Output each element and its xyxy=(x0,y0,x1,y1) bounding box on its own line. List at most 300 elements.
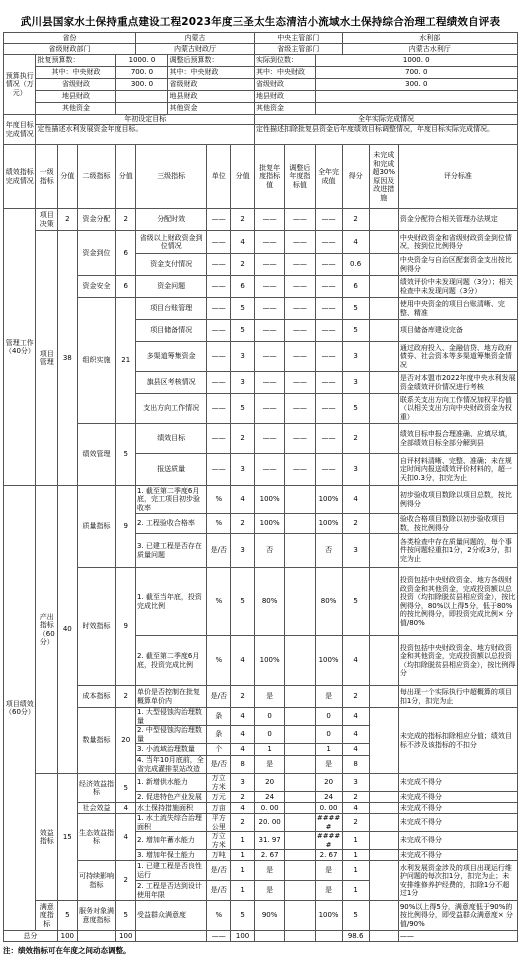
adjusted-provincial-label: 省级财政 xyxy=(168,79,255,91)
lvl3-cell: 2. 增加年蓄水能力 xyxy=(136,832,207,850)
lvl3-score: 4 xyxy=(231,708,255,726)
criteria-cell: 项目储备库建设完备 xyxy=(398,320,517,342)
lvl2-cell: 成本指标 xyxy=(77,686,116,708)
lvl2-cell: 经济效益指标 xyxy=(77,774,116,803)
criteria-cell: 资金分配符合相关管理办法规定 xyxy=(398,209,517,231)
annual-target: 1 xyxy=(254,744,284,756)
criteria-cell: 中央资金与自治区配套资金支出按比例得分 xyxy=(398,254,517,276)
got-score: 3 xyxy=(342,454,369,486)
annual-target: —— xyxy=(254,209,284,231)
reason-cell xyxy=(369,814,398,832)
actual-provincial-value: 300. 0 xyxy=(315,79,517,91)
criteria-cell: 投资包括中央财政资金、地方财政资金和其他资金，完成投资额以总投资（均扣除脱贫县相应资金），按比例得分 xyxy=(398,636,517,686)
lvl2-cell: 社会效益 xyxy=(77,803,116,814)
page-title: 武川县国家水土保持重点建设工程2023年度三圣太生态清洁小流域水土保持综合治理工程绩效自评表 xyxy=(20,16,501,28)
lvl3-score: 2 xyxy=(231,209,255,231)
actual-goal-label: 全年实际完成情况 xyxy=(254,115,517,125)
got-score: 2 xyxy=(342,686,369,708)
lvl3-cell: 1. 已建工程是否良性运行 xyxy=(136,861,207,881)
lvl3-score: 2 xyxy=(231,686,255,708)
reason-cell xyxy=(369,486,398,514)
budget-section-label: 预算执行情况（万元） xyxy=(4,55,36,115)
criteria-cell: 未完成不得分 xyxy=(398,774,517,792)
got-score: 4 xyxy=(342,744,369,756)
lvl3-score: 5 xyxy=(231,901,255,931)
lvl3-cell: 2. 截至第二季度6月底，投资完成比例 xyxy=(136,636,207,686)
lvl3-cell: 单价是否控制在批复概算单价内 xyxy=(136,686,207,708)
lvl1-score: 38 xyxy=(58,231,77,486)
lvl3-cell: 1. 截至第二季度6月底，完工项目初步验收率 xyxy=(136,486,207,514)
actual-goal-text: 定性描述扣除批复县资金后年度绩效目标调整情况，年度目标实际完成情况。 xyxy=(254,125,517,145)
annual-target: —— xyxy=(254,454,284,486)
got-score: 3 xyxy=(342,774,369,792)
lvl3-cell: 旗县区考核情况 xyxy=(136,372,207,394)
province-value: 内蒙古 xyxy=(136,33,255,44)
reason-cell xyxy=(369,861,398,901)
col-lvl2: 二级指标 xyxy=(77,145,116,209)
adjusted-target: —— xyxy=(285,298,315,320)
total-unit: —— xyxy=(207,931,231,942)
reason-cell xyxy=(369,708,398,774)
annual-target: 2. 67 xyxy=(254,850,284,861)
annual-target: 20 xyxy=(254,774,284,792)
lvl1-cell: 效益指标 xyxy=(36,774,58,901)
reason-cell xyxy=(369,901,398,931)
central-finance-label: 其中：中央财政 xyxy=(36,67,116,79)
criteria-cell: 未完成不得分 xyxy=(398,814,517,832)
completed-value: 0 xyxy=(315,708,342,726)
criteria-cell: 联系关支出方向工作情况加权平均值（以相关支出方向中央财政资金为权重） xyxy=(398,394,517,424)
completed-value: 2. 67 xyxy=(315,850,342,861)
annual-target: 80% xyxy=(254,568,284,636)
adjusted-target: —— xyxy=(285,394,315,424)
unit-cell: % xyxy=(207,636,231,686)
lvl3-cell: 2. 促进特色产业发展 xyxy=(136,792,207,803)
lvl2-cell: 时效指标 xyxy=(77,568,116,686)
completed-value: —— xyxy=(315,276,342,298)
adjusted-target xyxy=(285,514,315,534)
lvl3-cell: 资金问题 xyxy=(136,276,207,298)
criteria-cell: 90%以上得5分，满意度低于90%的按比例得分，即受益群众满意度× 分值/90% xyxy=(398,901,517,931)
adjusted-target xyxy=(285,534,315,568)
criteria-cell: 中央财政资金和省级财政资金到位情况，按到位比例得分 xyxy=(398,231,517,254)
adjusted-other-label: 其他资金 xyxy=(168,103,255,115)
adjusted-target xyxy=(285,726,315,744)
total-score3: 100 xyxy=(231,931,255,942)
col-score1: 分值 xyxy=(58,145,77,209)
lvl3-cell: 水土保持措施面积 xyxy=(136,803,207,814)
lvl2-cell: 绩效管理 xyxy=(77,424,116,486)
reason-cell xyxy=(369,534,398,568)
completed-value: —— xyxy=(315,424,342,454)
footnote: 注：绩效指标可在年度之间动态调整。 xyxy=(3,946,131,955)
got-score: 1 xyxy=(342,881,369,901)
completed-value: 100% xyxy=(315,514,342,534)
lvl2-cell: 资金到位 xyxy=(77,231,116,276)
lvl3-score: 8 xyxy=(231,756,255,774)
lvl3-cell: 2. 工程是否达到设计使用年限 xyxy=(136,881,207,901)
annual-target: 24 xyxy=(254,792,284,803)
unit-cell: 万立方米 xyxy=(207,832,231,850)
province-label: 省份 xyxy=(4,33,136,44)
lvl3-cell: 报送质量 xyxy=(136,454,207,486)
adjusted-target: —— xyxy=(285,209,315,231)
unit-cell: 万立方米 xyxy=(207,774,231,792)
lvl1-cell: 产出指标（60分） xyxy=(36,486,58,774)
lvl3-score: 4 xyxy=(231,486,255,514)
lvl3-score: 3 xyxy=(231,534,255,568)
lvl3-score: 4 xyxy=(231,636,255,686)
got-score: 5 xyxy=(342,568,369,636)
col-reason: 未完成和完成超30%原因及改进措施 xyxy=(369,145,398,209)
unit-cell: —— xyxy=(207,394,231,424)
unit-cell: —— xyxy=(207,231,231,254)
lvl3-score: 2 xyxy=(231,792,255,803)
reason-cell xyxy=(369,394,398,424)
annual-target: 否 xyxy=(254,534,284,568)
lvl2-cell: 数量指标 xyxy=(77,708,116,774)
annual-target: 0. 00 xyxy=(254,803,284,814)
lvl3-score: 5 xyxy=(231,568,255,636)
planned-goal-label: 年初设定目标 xyxy=(36,115,255,125)
central-finance-value: 700. 0 xyxy=(116,67,168,79)
criteria-cell: 各类检查中存在质量问题的，每个事件按问题轻重扣1分，2分或3分，扣完为止 xyxy=(398,534,517,568)
completed-value: —— xyxy=(315,454,342,486)
criteria-cell: 水利发展资金涉及的项目出现运行维护问题的每次扣1分，扣完为止；未安排维修养护经费的，扣除1分不超过1分 xyxy=(398,861,517,901)
actual-local-label: 地县财政 xyxy=(254,91,315,103)
provincial-finance-label: 省级财政 xyxy=(36,79,116,91)
unit-cell: —— xyxy=(207,454,231,486)
got-score: 0.6 xyxy=(342,254,369,276)
lvl3-score: 4 xyxy=(231,803,255,814)
got-score: 6 xyxy=(342,276,369,298)
adjusted-target xyxy=(285,881,315,901)
reason-cell xyxy=(369,636,398,686)
annual-target: —— xyxy=(254,424,284,454)
reason-cell xyxy=(369,276,398,298)
group-management: 管理工作（40分） xyxy=(4,209,36,486)
unit-cell: 个 xyxy=(207,744,231,756)
lvl3-cell: 1. 截至当年底，投资完成比例 xyxy=(136,568,207,636)
completed-value: 0 xyxy=(315,726,342,744)
completed-value: 100% xyxy=(315,636,342,686)
lvl3-cell: 2. 工程验收合格率 xyxy=(136,514,207,534)
lvl3-cell: 资金支付情况 xyxy=(136,254,207,276)
criteria-cell: 每出现一个实际执行中超概算的项目扣1分，扣完为止 xyxy=(398,686,517,708)
fin-dept-label: 省级财政部门 xyxy=(4,44,136,55)
completed-value: —— xyxy=(315,320,342,342)
unit-cell: 是/否 xyxy=(207,881,231,901)
reason-cell xyxy=(369,454,398,486)
completed-value: 0. 00 xyxy=(315,803,342,814)
lvl3-score: 1 xyxy=(231,861,255,881)
lvl1-score: 15 xyxy=(58,774,77,901)
lvl2-score: 4 xyxy=(116,814,136,861)
col-score2: 分值 xyxy=(116,145,136,209)
col-unit: 单位 xyxy=(207,145,231,209)
completed-value: ##### xyxy=(316,832,341,849)
lvl3-cell: 3. 增加年保土能力 xyxy=(136,850,207,861)
adjusted-target xyxy=(285,568,315,636)
evaluation-table xyxy=(3,32,518,942)
completed-value: 24 xyxy=(315,792,342,803)
adjusted-target xyxy=(285,636,315,686)
lvl2-score: 9 xyxy=(116,568,136,686)
lvl3-cell: 分配时效 xyxy=(136,209,207,231)
got-score: 2 xyxy=(342,814,369,832)
unit-cell: —— xyxy=(207,372,231,394)
lvl3-score: 3 xyxy=(231,454,255,486)
completed-value: —— xyxy=(315,231,342,254)
lvl3-score: 4 xyxy=(231,231,255,254)
criteria-cell: 未完成不得分 xyxy=(398,832,517,850)
got-score: 8 xyxy=(342,756,369,774)
reason-cell xyxy=(369,372,398,394)
annual-target: 0 xyxy=(254,708,284,726)
unit-cell: % xyxy=(207,514,231,534)
lvl3-cell: 1. 水土流失综合治理面积 xyxy=(136,814,207,832)
lvl1-cell: 项目管理 xyxy=(36,231,58,486)
completed-value: 是 xyxy=(315,861,342,881)
lvl3-score: 6 xyxy=(231,276,255,298)
got-score: 2 xyxy=(342,514,369,534)
reason-cell xyxy=(369,568,398,636)
criteria-cell: 绩效目标申报合理准确、应填尽填，全部绩效目标全部分解到县 xyxy=(398,424,517,454)
reason-cell xyxy=(369,231,398,254)
reason-cell xyxy=(369,850,398,861)
adjusted-central-label: 其中：中央财政 xyxy=(168,67,255,79)
lvl3-cell: 4. 当年10月底前，全省完成灌排泵站改造 xyxy=(136,756,207,774)
lvl2-score: 6 xyxy=(116,276,136,298)
reason-cell xyxy=(369,254,398,276)
lvl1-cell: 满意度指标 xyxy=(36,901,58,931)
lvl3-score: 1 xyxy=(231,850,255,861)
completed-value: —— xyxy=(315,394,342,424)
lvl3-score: 2 xyxy=(231,254,255,276)
actual-provincial-label: 省级财政 xyxy=(254,79,315,91)
unit-cell: —— xyxy=(207,209,231,231)
lvl2-score: 5 xyxy=(116,774,136,803)
col-lvl3: 三级指标 xyxy=(136,145,207,209)
reason-cell xyxy=(369,298,398,320)
criteria-cell: 未完成不得分 xyxy=(398,850,517,861)
completed-value: 否 xyxy=(315,534,342,568)
col-completed: 全年完成值 xyxy=(315,145,342,209)
unit-cell: —— xyxy=(207,320,231,342)
adjusted-target xyxy=(285,486,315,514)
goal-section-label: 年度目标完成情况 xyxy=(4,115,36,145)
completed-value: 80% xyxy=(315,568,342,636)
total-score2: 100 xyxy=(116,931,136,942)
col-adjusted-target: 调整后年度指标值 xyxy=(285,145,315,209)
lvl3-cell: 省级以上财政资金到位情况 xyxy=(136,231,207,254)
got-score: 4 xyxy=(342,636,369,686)
unit-cell: 万元 xyxy=(207,792,231,803)
got-score: 1 xyxy=(342,861,369,881)
central-dept-label: 中央主管部门 xyxy=(254,33,342,44)
adjusted-target xyxy=(285,814,315,832)
reason-cell xyxy=(369,514,398,534)
adjusted-target xyxy=(285,803,315,814)
got-score: 2 xyxy=(342,792,369,803)
unit-cell: % xyxy=(207,486,231,514)
adjusted-local-label: 地县财政 xyxy=(168,91,255,103)
annual-target: —— xyxy=(254,254,284,276)
got-score: 5 xyxy=(342,901,369,931)
adjusted-target: —— xyxy=(285,454,315,486)
unit-cell: 平方公里 xyxy=(207,814,231,832)
adjusted-target: —— xyxy=(285,424,315,454)
unit-cell: 是/否 xyxy=(207,861,231,881)
lvl2-cell: 资金分配 xyxy=(77,209,116,231)
lvl3-score: 2 xyxy=(231,514,255,534)
other-funds-label: 其他资金 xyxy=(36,103,116,115)
adjusted-target xyxy=(285,686,315,708)
lvl2-score: 2 xyxy=(116,861,136,901)
annual-target: —— xyxy=(254,372,284,394)
lvl2-score: 4 xyxy=(116,803,136,814)
lvl3-score: 3 xyxy=(231,342,255,372)
total-got: 98.6 xyxy=(342,931,369,942)
criteria-cell: 通过政府投入、金融信贷、地方政府债券、社会资本等多渠道筹集资金情况 xyxy=(398,342,517,372)
lvl3-score: 5 xyxy=(231,394,255,424)
criteria-cell: 是否对本盟市2022年度中央水利发展资金绩效评价情况进行考核 xyxy=(398,372,517,394)
lvl2-cell: 资金安全 xyxy=(77,276,116,298)
actual-central-value: 700. 0 xyxy=(315,67,517,79)
annual-target: 31. 97 xyxy=(254,832,284,850)
col-got: 得分 xyxy=(342,145,369,209)
got-score: 2 xyxy=(342,209,369,231)
annual-target: 100% xyxy=(254,636,284,686)
lvl2-score: 9 xyxy=(116,486,136,568)
lvl2-cell: 生态效益指标 xyxy=(77,814,116,861)
lvl3-cell: 受益群众满意度 xyxy=(136,901,207,931)
criteria-cell: 自评材料清晰、完整、准确；未在规定时间内报送绩效评价材料的，超一天扣0.3分，扣完为止 xyxy=(398,454,517,486)
adjusted-target: —— xyxy=(285,372,315,394)
annual-target: 是 xyxy=(254,756,284,774)
unit-cell: 条 xyxy=(207,726,231,744)
lvl2-score: 5 xyxy=(116,901,136,931)
completed-value: 100% xyxy=(315,901,342,931)
completed-value: —— xyxy=(315,298,342,320)
lvl1-score: 2 xyxy=(58,209,77,231)
lvl3-cell: 3. 已建工程是否存在质量问题 xyxy=(136,534,207,568)
unit-cell: —— xyxy=(207,424,231,454)
lvl3-score: 1 xyxy=(231,832,255,850)
group-performance: 项目绩效（60分） xyxy=(4,486,36,931)
lvl3-cell: 支出方向工作情况 xyxy=(136,394,207,424)
got-score: 2 xyxy=(342,424,369,454)
lvl2-cell: 组织实施 xyxy=(77,298,116,424)
lvl1-cell: 项目决策 xyxy=(36,209,58,231)
reason-cell xyxy=(369,832,398,850)
lvl2-cell: 可持续影响指标 xyxy=(77,861,116,901)
criteria-cell: 初步验收项目数除以项目总数，按比例得分 xyxy=(398,486,517,514)
col-criteria: 评分标准 xyxy=(398,145,517,209)
unit-cell: 条 xyxy=(207,708,231,726)
got-score: 5 xyxy=(342,394,369,424)
lvl3-cell: 绩效目标 xyxy=(136,424,207,454)
completed-value: —— xyxy=(315,209,342,231)
criteria-cell: 未完成不得分 xyxy=(398,803,517,814)
criteria-cell: 未完成不得分 xyxy=(398,792,517,803)
actual-other-label: 其他资金 xyxy=(254,103,315,115)
approved-budget-value: 1000. 0 xyxy=(116,55,168,67)
unit-cell: % xyxy=(207,568,231,636)
unit-cell: 是/否 xyxy=(207,756,231,774)
lvl3-cell: 项目储备情况 xyxy=(136,320,207,342)
got-score: 3 xyxy=(342,372,369,394)
total-criteria: —— xyxy=(398,931,517,942)
criteria-cell: 使用中央资金的项目台账清晰、完整、精准 xyxy=(398,298,517,320)
lvl2-cell: 服务对象满意度指标 xyxy=(77,901,116,931)
adjusted-target xyxy=(285,756,315,774)
got-score: 4 xyxy=(342,708,369,726)
unit-cell: —— xyxy=(207,298,231,320)
unit-cell: 万亩 xyxy=(207,803,231,814)
annual-target: 0 xyxy=(254,726,284,744)
lvl2-score: 6 xyxy=(116,231,136,276)
adjusted-target xyxy=(285,850,315,861)
annual-target: —— xyxy=(254,342,284,372)
fin-dept-value: 内蒙古财政厅 xyxy=(136,44,255,55)
water-dept-label: 省级主管部门 xyxy=(254,44,342,55)
got-score: 5 xyxy=(342,298,369,320)
local-finance-label: 地县财政 xyxy=(36,91,116,103)
annual-target: —— xyxy=(254,231,284,254)
col-lvl1: 一级指标 xyxy=(36,145,58,209)
lvl2-cell: 质量指标 xyxy=(77,486,116,568)
completed-value: 是 xyxy=(315,756,342,774)
adjusted-budget-label: 调整后预算数： xyxy=(168,55,255,67)
got-score: 4 xyxy=(342,486,369,514)
got-score: 5 xyxy=(342,320,369,342)
unit-cell: —— xyxy=(207,342,231,372)
completed-value: ##### xyxy=(316,814,341,831)
lvl3-cell: 项目台账管理 xyxy=(136,298,207,320)
lvl3-score: 4 xyxy=(231,744,255,756)
lvl3-cell: 1. 大型侵蚀沟治理数量 xyxy=(136,708,207,726)
water-dept-value: 内蒙古水利厅 xyxy=(342,44,517,55)
provincial-finance-value: 300. 0 xyxy=(116,79,168,91)
annual-target: —— xyxy=(254,276,284,298)
lvl3-score: 5 xyxy=(231,320,255,342)
got-score: 4 xyxy=(342,231,369,254)
lvl2-score: 5 xyxy=(116,424,136,486)
adjusted-target xyxy=(285,792,315,803)
reason-cell xyxy=(369,320,398,342)
got-score: 4 xyxy=(342,726,369,744)
unit-cell: —— xyxy=(207,254,231,276)
adjusted-target: —— xyxy=(285,276,315,298)
lvl3-score: 3 xyxy=(231,774,255,792)
got-score: 3 xyxy=(342,534,369,568)
criteria-cell: 未完成的指标扣除相应分值；绩效目标不涉及该指标的不扣分 xyxy=(398,708,517,774)
lvl1-score: 5 xyxy=(58,901,77,931)
lvl3-score: 4 xyxy=(231,726,255,744)
lvl3-cell: 1. 新增供水能力 xyxy=(136,774,207,792)
unit-cell: —— xyxy=(207,276,231,298)
completed-value: —— xyxy=(315,342,342,372)
col-annual-target: 批复年度指标值 xyxy=(254,145,284,209)
lvl2-score: 2 xyxy=(116,209,136,231)
adjusted-target: —— xyxy=(285,254,315,276)
annual-target: 是 xyxy=(254,861,284,881)
adjusted-target: —— xyxy=(285,342,315,372)
adjusted-target: —— xyxy=(285,231,315,254)
lvl3-cell: 3. 小流域治理数量 xyxy=(136,744,207,756)
unit-cell: 万吨 xyxy=(207,850,231,861)
